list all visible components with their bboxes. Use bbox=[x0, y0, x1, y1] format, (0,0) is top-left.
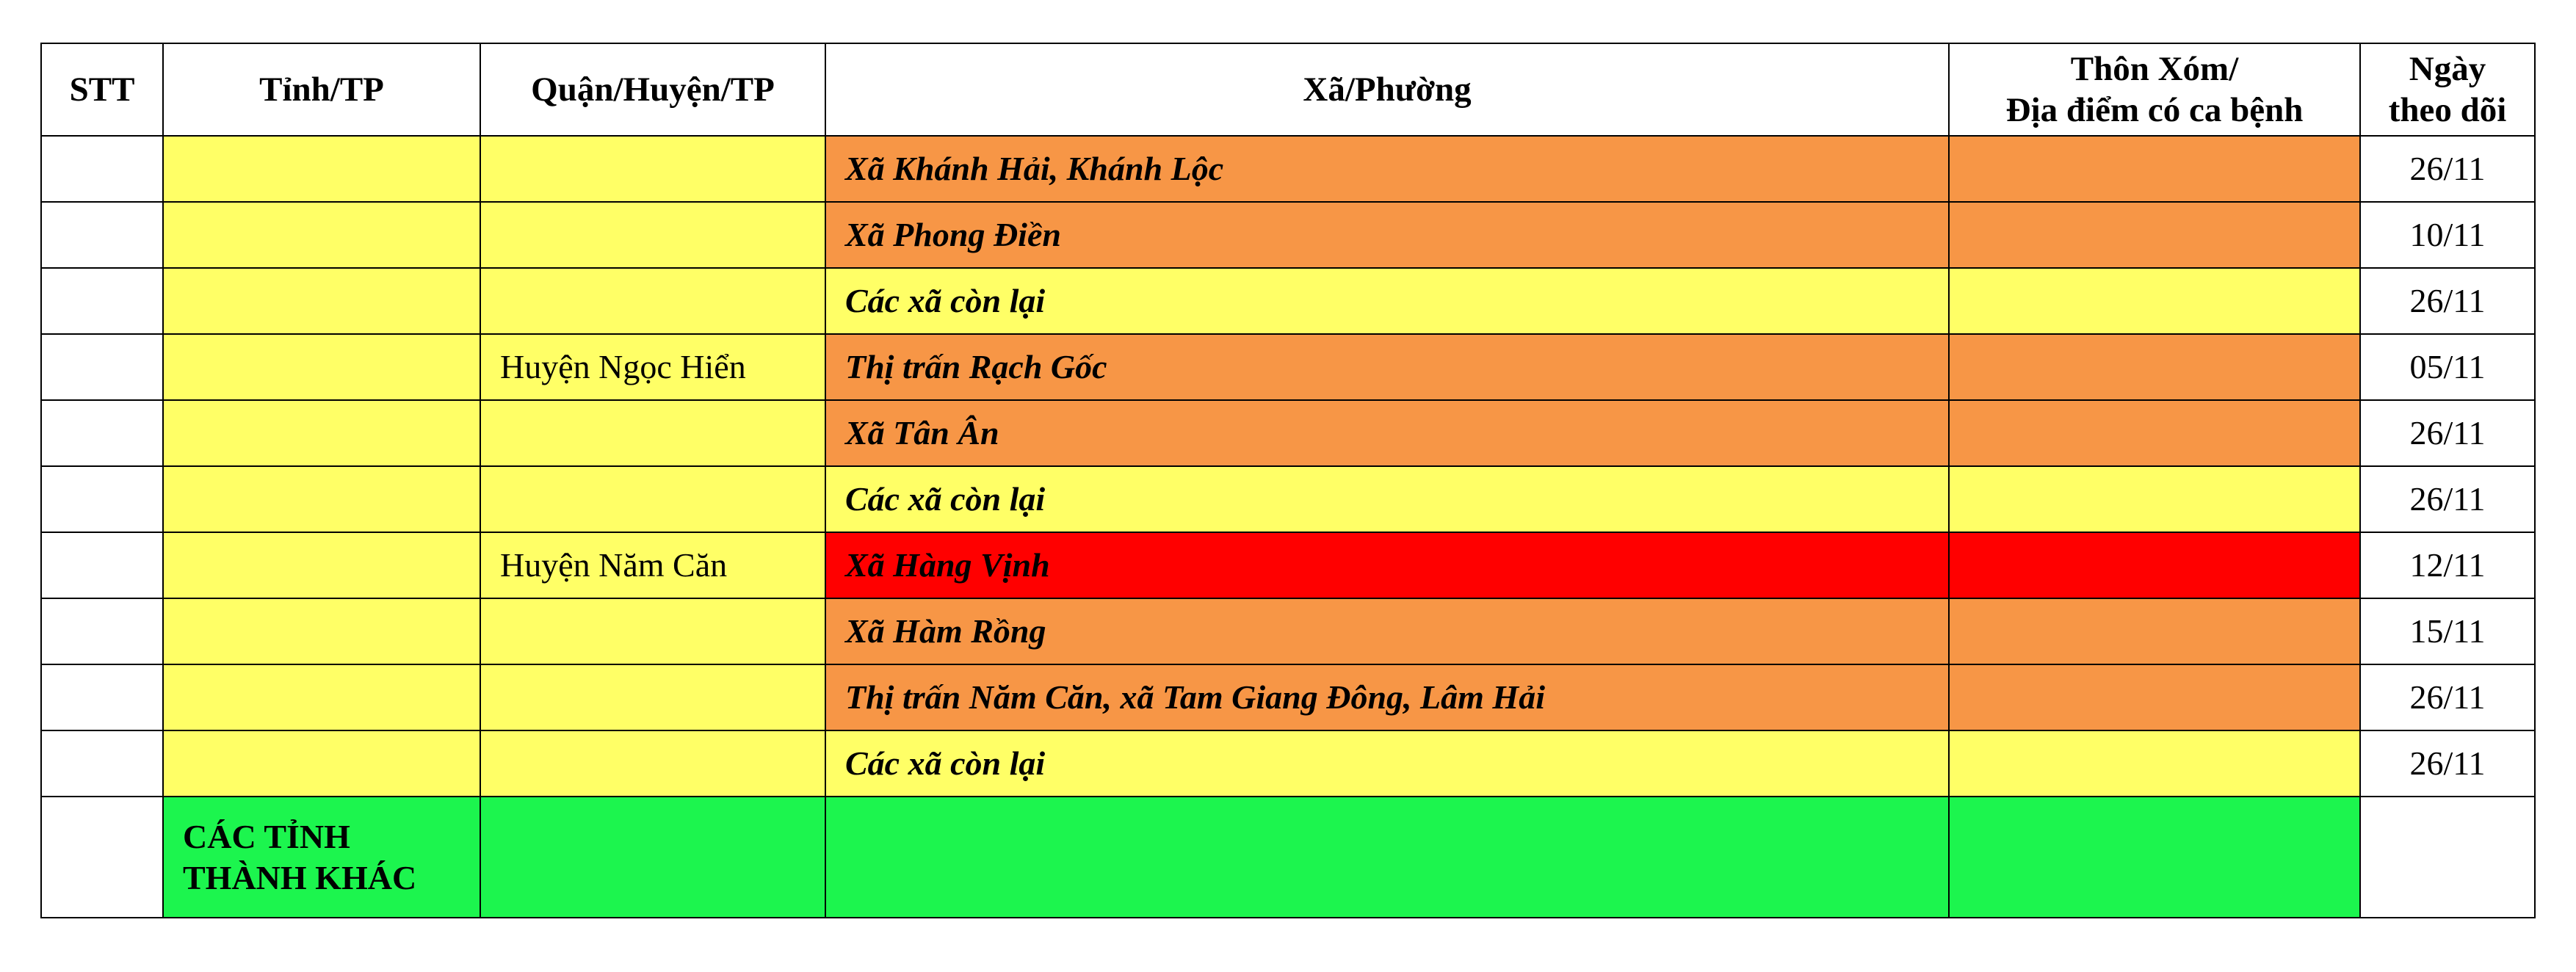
stt-cell bbox=[41, 334, 163, 400]
ngay-cell: 26/11 bbox=[2360, 664, 2535, 730]
other-line2: THÀNH KHÁC bbox=[183, 858, 417, 896]
thon-cell bbox=[1949, 136, 2360, 202]
stt-cell bbox=[41, 730, 163, 797]
thon-cell bbox=[1949, 797, 2360, 918]
tinh-cell bbox=[163, 268, 480, 334]
tinh-cell bbox=[163, 664, 480, 730]
stt-cell bbox=[41, 664, 163, 730]
quan-cell bbox=[480, 598, 825, 664]
header-tinh: Tỉnh/TP bbox=[163, 43, 480, 136]
xa-cell: Xã Hàng Vịnh bbox=[825, 532, 1949, 598]
xa-cell: Thị trấn Năm Căn, xã Tam Giang Đông, Lâm Hải bbox=[825, 664, 1949, 730]
table-row bbox=[41, 268, 2535, 334]
other-provinces-label bbox=[163, 797, 480, 918]
header-row bbox=[41, 43, 2535, 136]
header-thon-line1: Thôn Xóm/ bbox=[2070, 49, 2239, 88]
thon-cell bbox=[1949, 598, 2360, 664]
table-row bbox=[41, 466, 2535, 532]
thon-cell bbox=[1949, 730, 2360, 797]
header-ngay bbox=[2360, 43, 2535, 136]
ngay-cell: 15/11 bbox=[2360, 598, 2535, 664]
xa-cell: Thị trấn Rạch Gốc bbox=[825, 334, 1949, 400]
thon-cell bbox=[1949, 466, 2360, 532]
xa-cell: Các xã còn lại bbox=[825, 466, 1949, 532]
ngay-cell: 26/11 bbox=[2360, 730, 2535, 797]
header-ngay-line1: Ngày bbox=[2409, 49, 2486, 88]
tinh-cell bbox=[163, 334, 480, 400]
quan-cell bbox=[480, 466, 825, 532]
stt-cell bbox=[41, 532, 163, 598]
table-row bbox=[41, 400, 2535, 466]
thon-cell bbox=[1949, 532, 2360, 598]
stt-cell bbox=[41, 202, 163, 268]
table-row bbox=[41, 664, 2535, 730]
xa-cell: Xã Hàm Rồng bbox=[825, 598, 1949, 664]
covid-risk-table bbox=[40, 43, 2536, 918]
other-line1: CÁC TỈNH bbox=[183, 818, 350, 856]
table-row bbox=[41, 532, 2535, 598]
stt-cell bbox=[41, 598, 163, 664]
ngay-cell: 26/11 bbox=[2360, 136, 2535, 202]
quan-cell bbox=[480, 400, 825, 466]
header-ngay-line2: theo dõi bbox=[2388, 91, 2507, 129]
xa-cell: Xã Khánh Hải, Khánh Lộc bbox=[825, 136, 1949, 202]
table-row bbox=[41, 136, 2535, 202]
stt-cell bbox=[41, 136, 163, 202]
table-row bbox=[41, 334, 2535, 400]
quan-cell bbox=[480, 268, 825, 334]
xa-cell: Các xã còn lại bbox=[825, 730, 1949, 797]
xa-cell: Xã Phong Điền bbox=[825, 202, 1949, 268]
ngay-cell: 26/11 bbox=[2360, 268, 2535, 334]
quan-cell bbox=[480, 730, 825, 797]
table-row bbox=[41, 202, 2535, 268]
other-provinces-row bbox=[41, 797, 2535, 918]
thon-cell bbox=[1949, 400, 2360, 466]
header-xa: Xã/Phường bbox=[825, 43, 1949, 136]
ngay-cell: 26/11 bbox=[2360, 466, 2535, 532]
stt-cell bbox=[41, 797, 163, 918]
table-row bbox=[41, 598, 2535, 664]
tinh-cell bbox=[163, 598, 480, 664]
header-thon-line2: Địa điểm có ca bệnh bbox=[2005, 91, 2304, 129]
tinh-cell bbox=[163, 466, 480, 532]
header-thon bbox=[1949, 43, 2360, 136]
stt-cell bbox=[41, 466, 163, 532]
thon-cell bbox=[1949, 334, 2360, 400]
thon-cell bbox=[1949, 202, 2360, 268]
ngay-cell bbox=[2360, 797, 2535, 918]
xa-cell bbox=[825, 797, 1949, 918]
quan-cell bbox=[480, 136, 825, 202]
quan-cell bbox=[480, 664, 825, 730]
stt-cell bbox=[41, 400, 163, 466]
tinh-cell bbox=[163, 532, 480, 598]
quan-cell bbox=[480, 797, 825, 918]
tinh-cell bbox=[163, 202, 480, 268]
stt-cell bbox=[41, 268, 163, 334]
table-row bbox=[41, 730, 2535, 797]
tinh-cell bbox=[163, 136, 480, 202]
xa-cell: Xã Tân Ân bbox=[825, 400, 1949, 466]
quan-cell: Huyện Năm Căn bbox=[480, 532, 825, 598]
ngay-cell: 05/11 bbox=[2360, 334, 2535, 400]
ngay-cell: 26/11 bbox=[2360, 400, 2535, 466]
header-quan: Quận/Huyện/TP bbox=[480, 43, 825, 136]
header-stt: STT bbox=[41, 43, 163, 136]
ngay-cell: 12/11 bbox=[2360, 532, 2535, 598]
tinh-cell bbox=[163, 400, 480, 466]
ngay-cell: 10/11 bbox=[2360, 202, 2535, 268]
thon-cell bbox=[1949, 664, 2360, 730]
quan-cell bbox=[480, 202, 825, 268]
xa-cell: Các xã còn lại bbox=[825, 268, 1949, 334]
thon-cell bbox=[1949, 268, 2360, 334]
tinh-cell bbox=[163, 730, 480, 797]
quan-cell: Huyện Ngọc Hiển bbox=[480, 334, 825, 400]
